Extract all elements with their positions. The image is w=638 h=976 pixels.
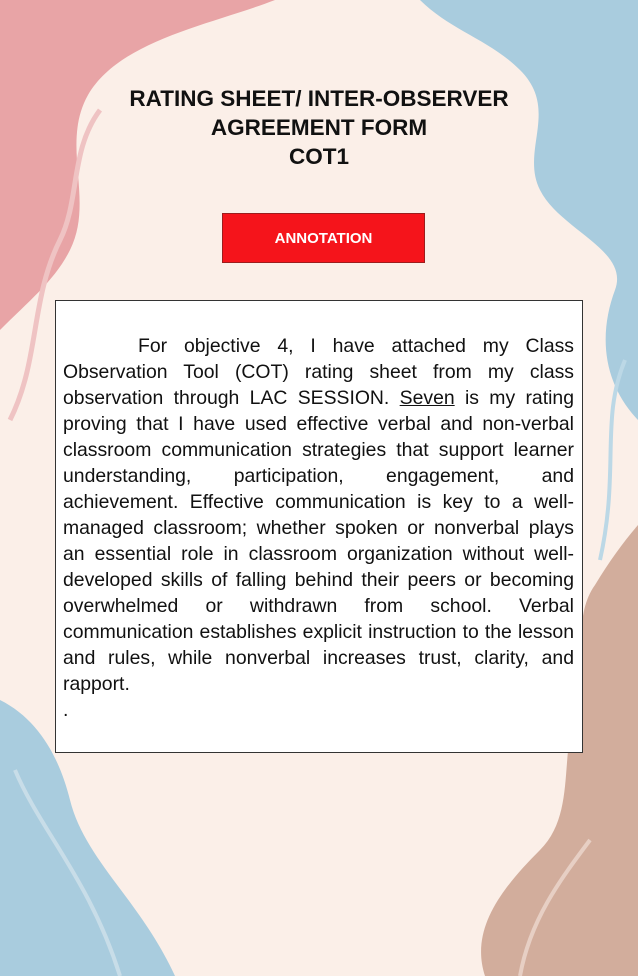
- annotation-paragraph: [63, 333, 574, 697]
- annotation-text-part-1: For objective 4, I have attached my Class Observation Tool (COT) rating sheet from my class observation through LAC SESSION.: [63, 335, 574, 409]
- page-title: [0, 84, 638, 171]
- trailing-dot: .: [63, 699, 69, 721]
- title-line-2: AGREEMENT FORM: [210, 115, 428, 140]
- annotation-text-part-2: is my rating proving that I have used effective verbal and non-verbal classroom communication strategies that support learner understanding, participation, engagement, and achievement. Effective communication is key to a well-managed classroom; whether spoken or nonverbal plays an essential role in classroom organization without well-developed skills of falling behind their peers or becoming overwhelmed or withdrawn from school. Verbal communication establishes explicit instruction to the lesson and rules, while nonverbal increases trust, clarity, and rapport.: [63, 387, 574, 695]
- annotation-text-box: [55, 300, 583, 753]
- rating-word: Seven: [399, 387, 455, 409]
- annotation-button[interactable]: ANNOTATION: [222, 213, 425, 263]
- title-line-3: COT1: [288, 144, 349, 169]
- title-line-1: RATING SHEET/ INTER-OBSERVER: [129, 86, 509, 111]
